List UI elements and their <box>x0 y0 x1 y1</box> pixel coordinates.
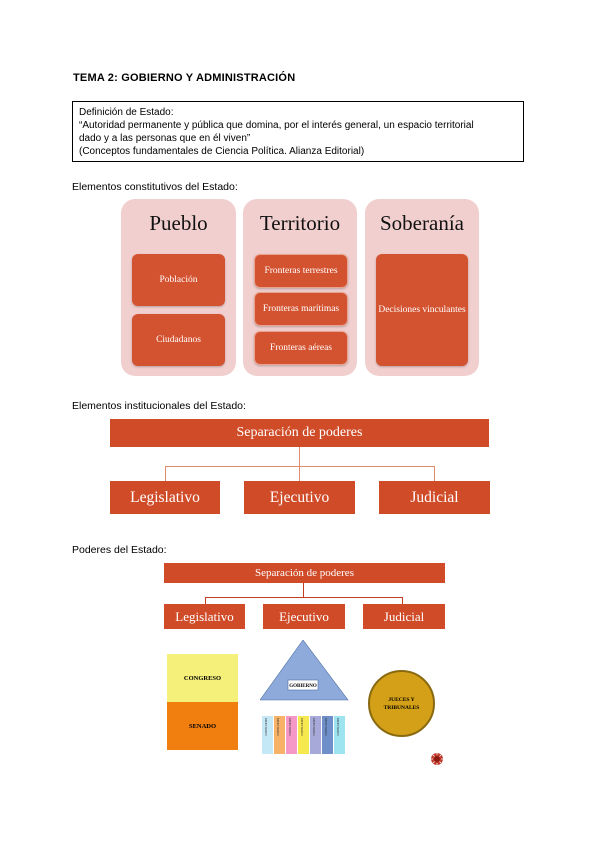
definition-box <box>72 101 524 162</box>
ejecutivo-box-2: Ejecutivo <box>263 604 345 629</box>
ministerio-5: MINISTERIO <box>310 716 321 754</box>
ciudadanos-box: Ciudadanos <box>132 314 225 366</box>
ministerio-6: MINISTERIO <box>322 716 333 754</box>
section-constitutive-heading: Elementos constitutivos del Estado: <box>72 181 238 193</box>
separacion-poderes-bar: Separación de poderes <box>110 419 489 447</box>
ejecutivo-box: Ejecutivo <box>244 481 355 514</box>
connector2-vertical <box>303 583 304 598</box>
seal-icon <box>430 752 444 766</box>
soberania-panel <box>365 199 479 376</box>
pueblo-panel <box>121 199 236 376</box>
page-title: TEMA 2: GOBIERNO Y ADMINISTRACIÓN <box>73 72 296 84</box>
legislativo-box-2: Legislativo <box>164 604 245 629</box>
fronteras-maritimas-box: Fronteras marítimas <box>254 292 348 326</box>
section-powers-heading: Poderes del Estado: <box>72 544 167 556</box>
connector2-left <box>205 597 206 604</box>
fronteras-terrestres-box: Fronteras terrestres <box>254 254 348 288</box>
ministerio-3: MINISTERIO <box>286 716 297 754</box>
connector-left <box>165 466 166 482</box>
connector2-horizontal <box>205 597 403 598</box>
connector-right <box>434 466 435 482</box>
section-institutional-heading: Elementos institucionales del Estado: <box>72 400 246 412</box>
soberania-title: Soberanía <box>380 211 464 235</box>
definition-label: Definición de Estado: <box>79 107 174 118</box>
definition-source: (Conceptos fundamentales de Ciencia Política. Alianza Editorial) <box>79 146 365 157</box>
definition-quote-1: “Autoridad permanente y pública que domina, por el interés general, un espacio territorial <box>79 120 474 131</box>
pueblo-title: Pueblo <box>149 211 208 235</box>
ministerio-1: MINISTERIO <box>262 716 273 754</box>
territorio-title: Territorio <box>259 211 341 235</box>
fronteras-aereas-box: Fronteras aéreas <box>254 331 348 365</box>
connector2-right <box>402 597 403 604</box>
jueces-tribunales-circle: JUECES Y TRIBUNALES <box>368 670 435 737</box>
separacion-poderes-bar-2: Separación de poderes <box>164 563 445 583</box>
senado-block: SENADO <box>167 702 238 750</box>
ministerio-4: MINISTERIO <box>298 716 309 754</box>
connector-middle <box>299 466 300 482</box>
poblacion-box: Población <box>132 254 225 306</box>
ministerio-7: MINISTERIO <box>334 716 345 754</box>
congreso-block: CONGRESO <box>167 654 238 702</box>
connector-vertical <box>299 447 300 466</box>
definition-quote-2: dado y a las personas que en él viven” <box>79 133 251 144</box>
judicial-box-2: Judicial <box>363 604 445 629</box>
gobierno-label: GOBIERNO <box>289 683 317 689</box>
territorio-panel <box>243 199 357 376</box>
judicial-box: Judicial <box>379 481 490 514</box>
ministerio-2: MINISTERIO <box>274 716 285 754</box>
legislativo-box: Legislativo <box>110 481 220 514</box>
decisiones-vinculantes-box: Decisiones vinculantes <box>376 254 468 366</box>
